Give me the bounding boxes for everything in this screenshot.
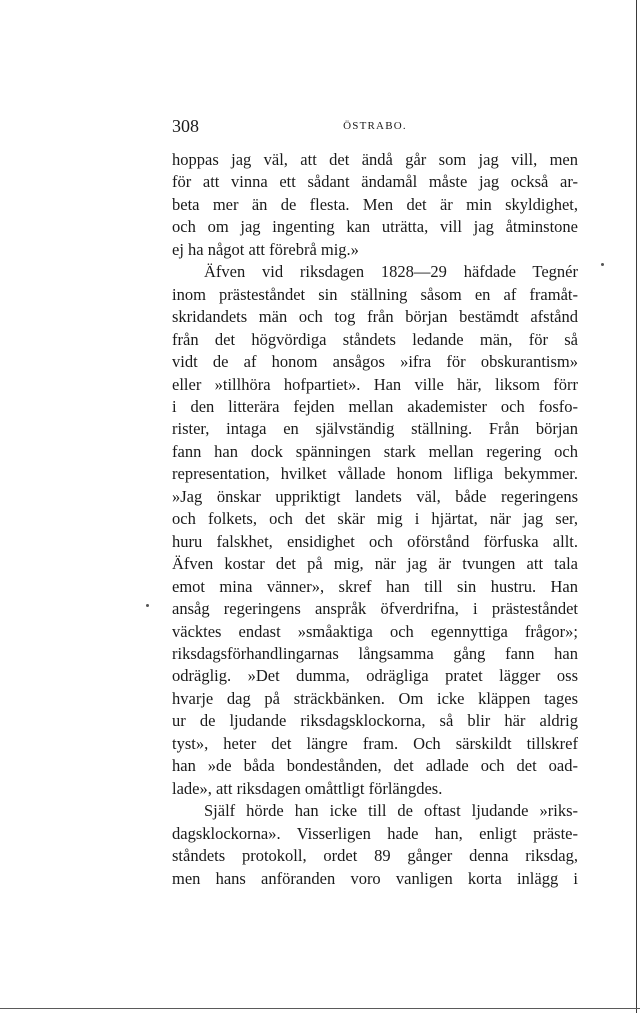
body-text bbox=[172, 149, 578, 890]
text-line: vidt de af honom ansågos »ifra för obskurantism» bbox=[172, 352, 578, 372]
text-line: emot mina vänner», skref han till sin hustru. Han bbox=[172, 576, 578, 596]
text-line: dagsklockorna». Visserligen hade han, enligt präste- bbox=[172, 823, 578, 843]
text-line: för att vinna ett sådant ändamål måste jag också ar- bbox=[172, 172, 578, 192]
page-edge-right bbox=[636, 0, 637, 1013]
text-line: i den litterära fejden mellan akademister och fosfo- bbox=[172, 396, 578, 416]
text-line: rister, intaga en självständig ställning. Från början bbox=[172, 419, 578, 439]
text-line: och folkets, och det skär mig i hjärtat, när jag ser, bbox=[172, 509, 578, 529]
page-header bbox=[172, 116, 578, 138]
text-line: väcktes endast »småaktiga och egennyttiga frågor»; bbox=[172, 621, 578, 641]
margin-speck bbox=[601, 263, 604, 266]
text-line: skridandets män och tog från början bestämdt afstånd bbox=[172, 307, 578, 327]
text-line: ur de ljudande riksdagsklockorna, så blir här aldrig bbox=[172, 711, 578, 731]
text-line: fann han dock spänningen stark mellan regering och bbox=[172, 441, 578, 461]
running-title: ÖSTRABO. bbox=[343, 120, 407, 132]
text-line: inom prästeståndet sin ställning såsom en af framåt- bbox=[172, 284, 578, 304]
text-line: Själf hörde han icke till de oftast ljudande »riks- bbox=[204, 801, 578, 821]
page-edge-bottom bbox=[0, 1008, 640, 1009]
margin-speck bbox=[146, 604, 149, 607]
text-line: odräglig. »Det dumma, odrägliga pratet lägger oss bbox=[172, 666, 578, 686]
text-line: ej ha något att förebrå mig.» bbox=[172, 239, 359, 259]
text-line: Äfven vid riksdagen 1828—29 häfdade Tegnér bbox=[204, 262, 578, 282]
text-line: ståndets protokoll, ordet 89 gånger denna riksdag, bbox=[172, 846, 578, 866]
text-line: tyst», heter det längre fram. Och särskildt tillskref bbox=[172, 733, 578, 753]
text-line: lade», att riksdagen omåttligt förlängdes. bbox=[172, 778, 443, 798]
text-line: beta mer än de flesta. Men det är min skyldighet, bbox=[172, 194, 578, 214]
text-line: hoppas jag väl, att det ändå går som jag vill, men bbox=[172, 150, 578, 169]
text-line: från det högvördiga ståndets ledande män, för så bbox=[172, 329, 578, 349]
text-line: huru falskhet, ensidighet och oförstånd förfuska allt. bbox=[172, 531, 578, 551]
text-line: och om jag ingenting kan uträtta, vill jag åtminstone bbox=[172, 217, 578, 237]
text-line: ansåg regeringens anspråk öfverdrifna, i prästeståndet bbox=[172, 599, 578, 619]
page-number: 308 bbox=[172, 116, 199, 136]
text-line: representation, hvilket vållade honom lifliga bekymmer. bbox=[172, 464, 578, 484]
text-line: men hans anföranden voro vanligen korta inlägg i bbox=[172, 868, 578, 888]
text-line: eller »tillhöra hofpartiet». Han ville här, liksom förr bbox=[172, 374, 578, 394]
text-line: han »de båda bondestånden, det adlade och det oad- bbox=[172, 756, 578, 776]
text-line: riksdagsförhandlingarnas långsamma gång fann han bbox=[172, 643, 578, 663]
text-line: Äfven kostar det på mig, när jag är tvungen att tala bbox=[172, 554, 578, 574]
text-line: »Jag önskar uppriktigt landets väl, både regeringens bbox=[172, 486, 578, 506]
text-line: hvarje dag på sträckbänken. Om icke kläppen tages bbox=[172, 688, 578, 708]
